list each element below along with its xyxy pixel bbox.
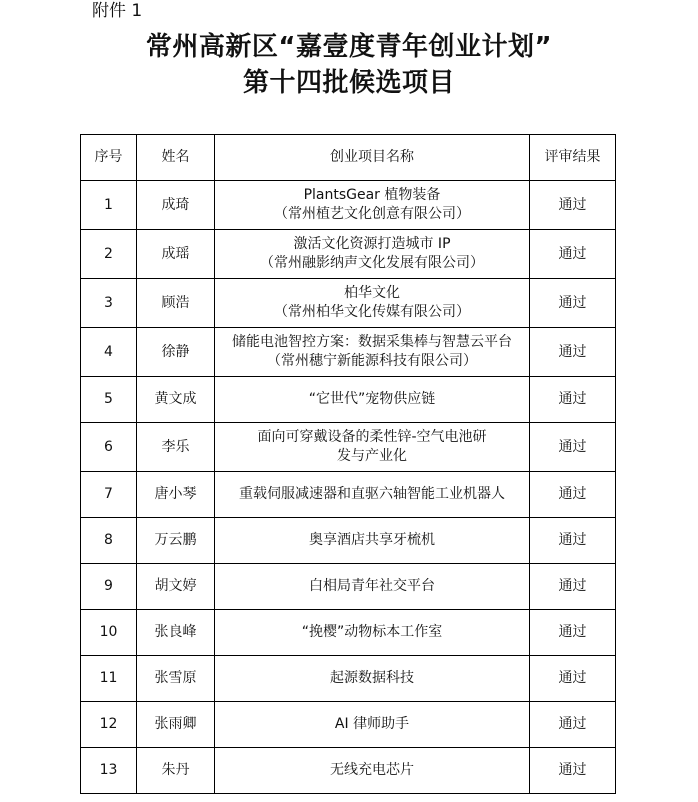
row-index-cell: 3 [81,279,137,328]
project-name-line: 激活文化资源打造城市 IP [293,236,451,252]
table-row [81,181,616,230]
row-project-cell [215,702,530,748]
row-index-cell: 13 [81,748,137,794]
table-row [81,230,616,279]
project-name-line: 柏华文化 [344,285,400,301]
row-project-cell [215,656,530,702]
row-project-cell [215,181,530,230]
row-result-cell: 通过 [530,181,616,230]
row-name-cell: 张良峰 [137,610,215,656]
project-name-line: 无线充电芯片 [330,762,414,778]
row-name-cell: 张雪原 [137,656,215,702]
row-project-cell [215,423,530,472]
row-project-cell [215,377,530,423]
row-project-cell [215,610,530,656]
column-header-result: 评审结果 [530,135,616,181]
row-index-cell: 5 [81,377,137,423]
row-index-cell: 6 [81,423,137,472]
row-result-cell: 通过 [530,377,616,423]
project-name-line: （常州融影纳声文化发展有限公司） [260,255,484,271]
table-row [81,656,616,702]
row-name-cell: 唐小琴 [137,472,215,518]
project-name-line: 奥享酒店共享牙梳机 [309,532,435,548]
row-result-cell: 通过 [530,423,616,472]
table-row [81,564,616,610]
row-index-cell: 8 [81,518,137,564]
row-name-cell: 成琦 [137,181,215,230]
row-name-cell: 朱丹 [137,748,215,794]
row-project-cell [215,518,530,564]
project-name-line: “挽樱”动物标本工作室 [301,624,443,640]
row-name-cell: 徐静 [137,328,215,377]
row-project-cell [215,328,530,377]
table-row [81,610,616,656]
project-name-line: 重载伺服减速器和直驱六轴智能工业机器人 [239,486,505,502]
project-name-line: PlantsGear 植物装备 [303,187,441,203]
row-project-cell [215,279,530,328]
row-name-cell: 万云鹏 [137,518,215,564]
row-result-cell: 通过 [530,702,616,748]
row-name-cell: 李乐 [137,423,215,472]
table-row [81,423,616,472]
row-result-cell: 通过 [530,610,616,656]
row-result-cell: 通过 [530,472,616,518]
row-name-cell: 成瑶 [137,230,215,279]
row-project-cell [215,748,530,794]
attachment-label: 附件 1 [92,1,143,21]
table-row [81,472,616,518]
row-result-cell: 通过 [530,279,616,328]
row-result-cell: 通过 [530,230,616,279]
table-row [81,279,616,328]
row-result-cell: 通过 [530,656,616,702]
table-row [81,518,616,564]
row-project-cell [215,564,530,610]
candidate-projects-table [80,134,616,794]
project-name-line: （常州植艺文化创意有限公司） [274,206,470,222]
project-name-line: 白相局青年社交平台 [309,578,435,594]
row-name-cell: 张雨卿 [137,702,215,748]
document-title-line2: 第十四批候选项目 [242,68,455,98]
row-index-cell: 11 [81,656,137,702]
row-name-cell: 顾浩 [137,279,215,328]
row-name-cell: 黄文成 [137,377,215,423]
row-index-cell: 9 [81,564,137,610]
row-project-cell [215,230,530,279]
project-name-line: 储能电池智控方案：数据采集棒与智慧云平台 [232,334,512,350]
document-title-line1: 常州高新区“嘉壹度青年创业计划” [145,32,553,62]
column-header-index: 序号 [81,135,137,181]
column-header-name: 姓名 [137,135,215,181]
project-name-line: （常州穗宁新能源科技有限公司） [267,353,477,369]
row-project-cell [215,472,530,518]
table-header-row [81,135,616,181]
table-body [81,181,616,794]
row-index-cell: 4 [81,328,137,377]
project-name-line: （常州柏华文化传媒有限公司） [274,304,470,320]
column-header-project: 创业项目名称 [215,135,530,181]
project-name-line: “它世代”宠物供应链 [308,391,436,407]
project-name-line: AI 律师助手 [334,716,410,732]
table-row [81,702,616,748]
project-name-line: 面向可穿戴设备的柔性锌-空气电池研 [257,429,487,445]
row-index-cell: 7 [81,472,137,518]
row-name-cell: 胡文婷 [137,564,215,610]
table-row [81,748,616,794]
table-row [81,377,616,423]
row-index-cell: 2 [81,230,137,279]
row-result-cell: 通过 [530,328,616,377]
row-result-cell: 通过 [530,748,616,794]
row-result-cell: 通过 [530,564,616,610]
table-row [81,328,616,377]
row-index-cell: 10 [81,610,137,656]
row-result-cell: 通过 [530,518,616,564]
row-index-cell: 1 [81,181,137,230]
project-name-line: 发与产业化 [337,448,407,464]
row-index-cell: 12 [81,702,137,748]
project-name-line: 起源数据科技 [330,670,414,686]
